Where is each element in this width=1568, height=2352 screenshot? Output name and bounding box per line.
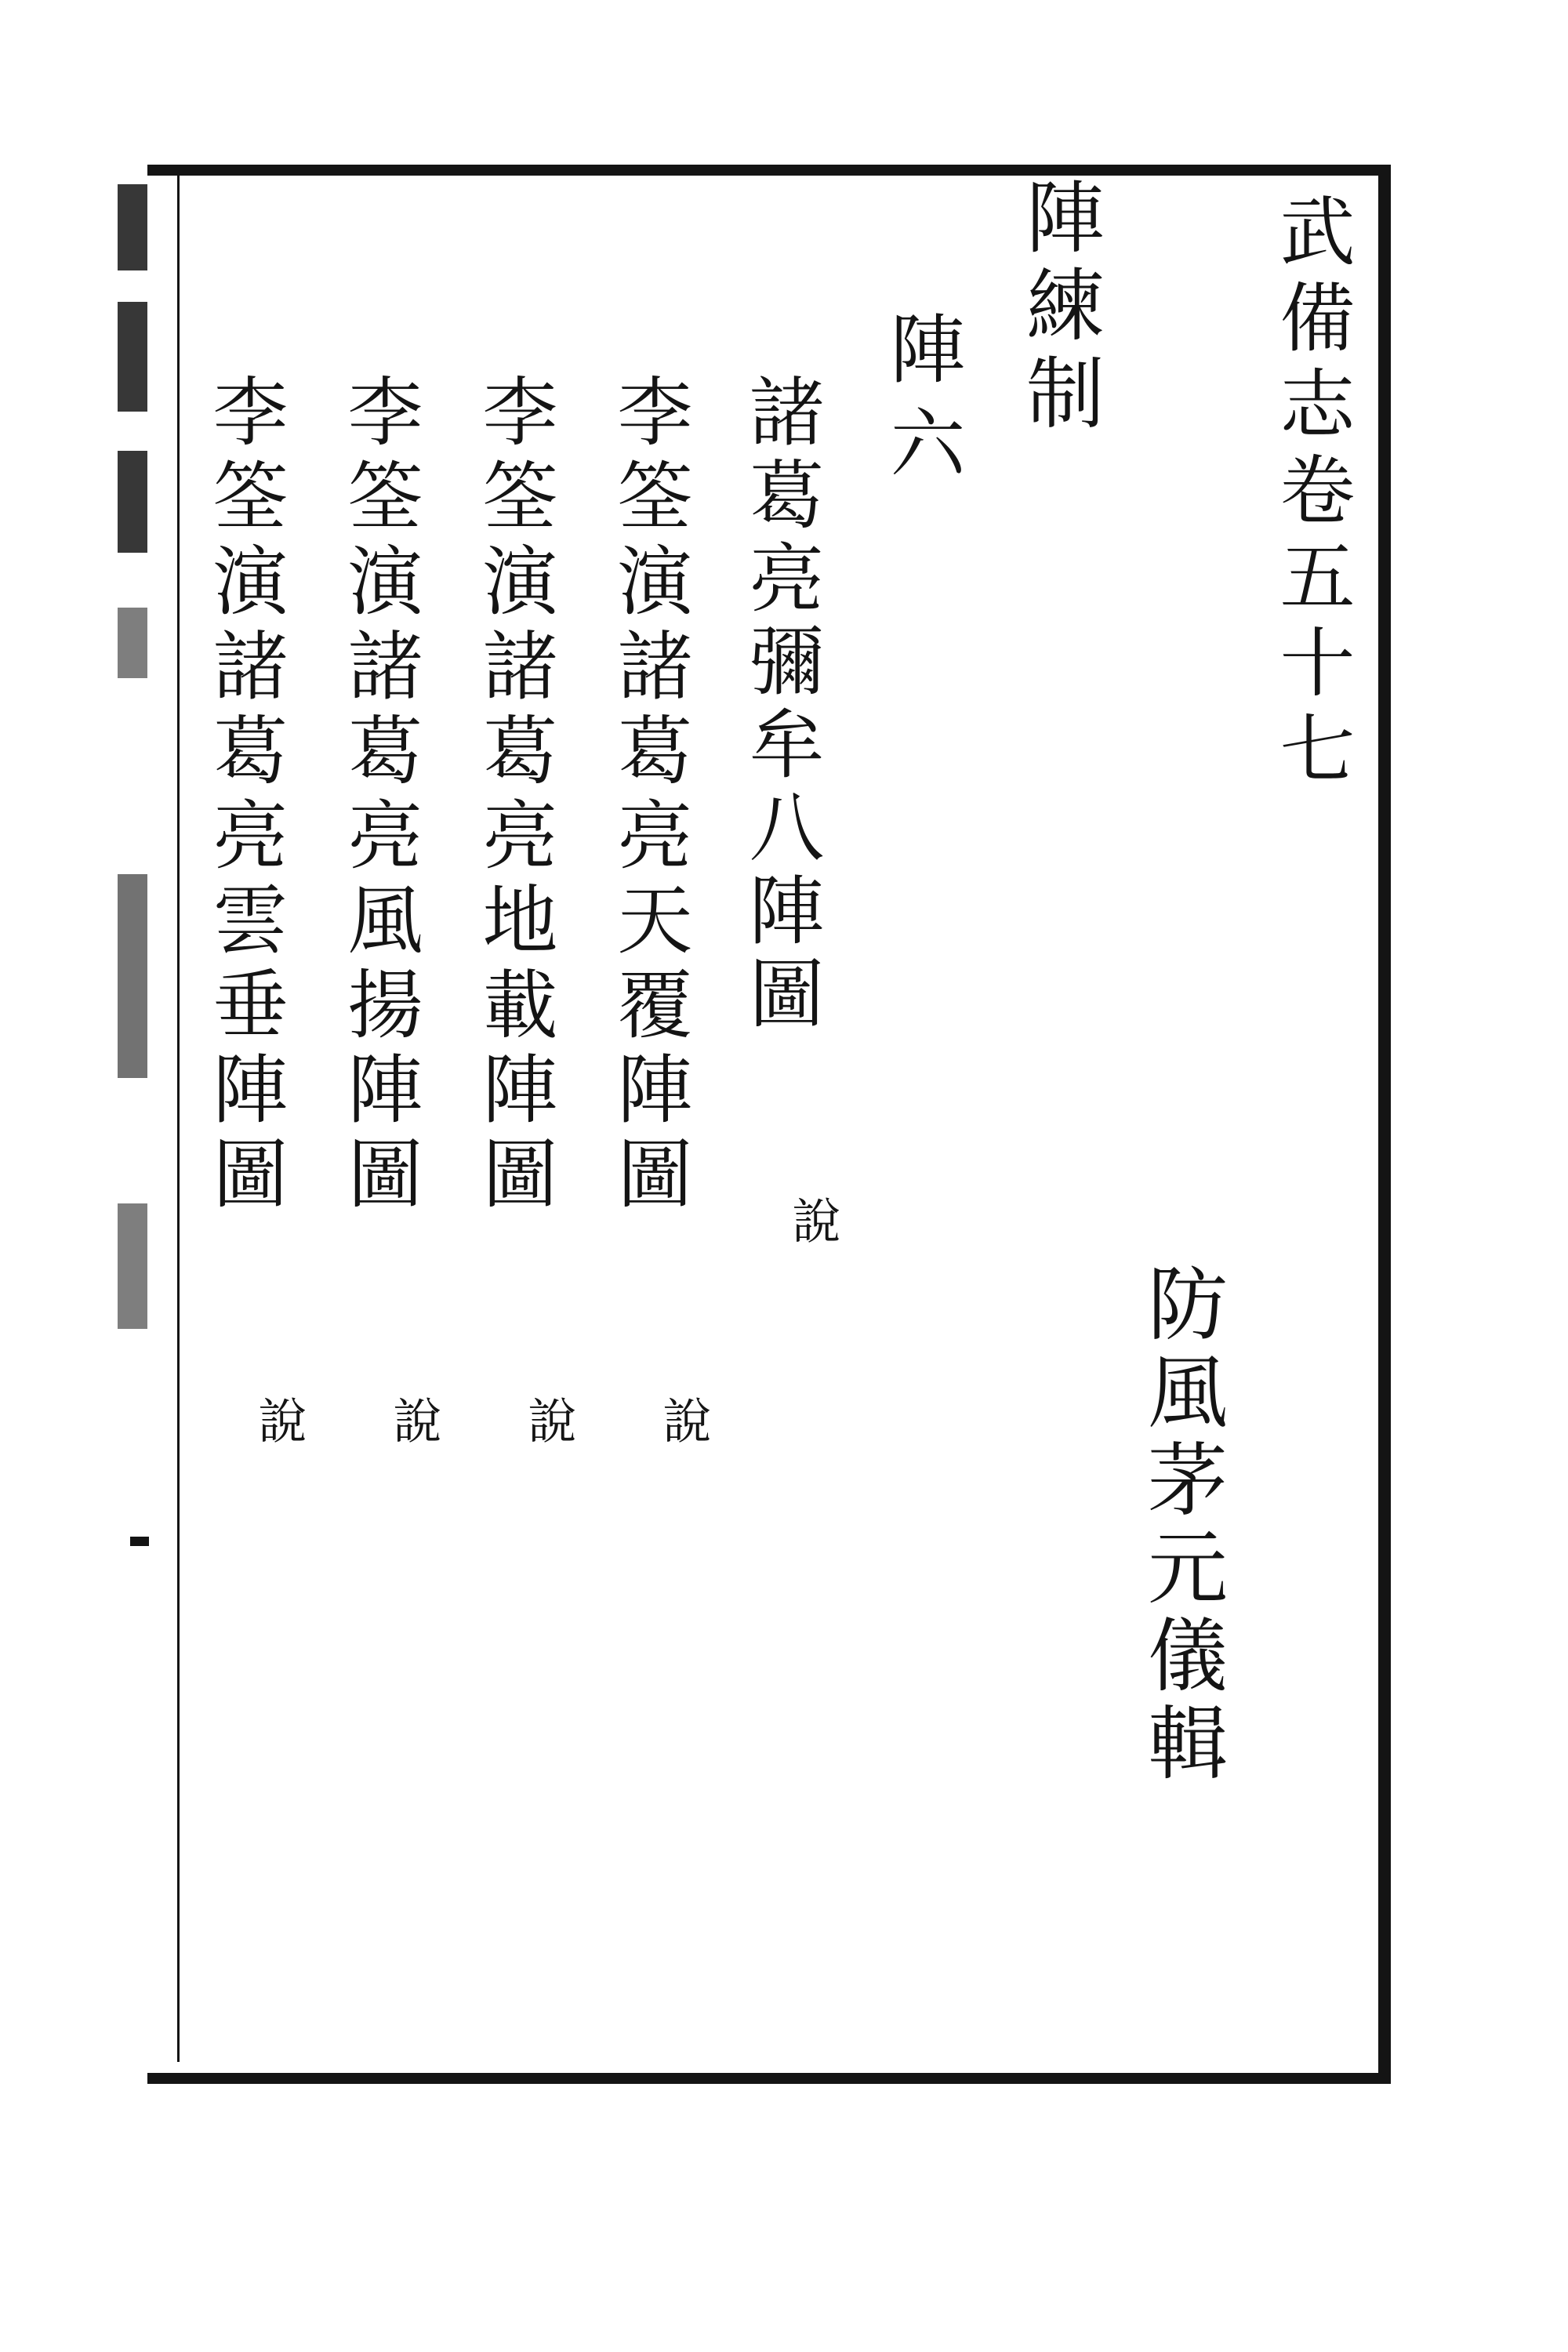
category-heading: 陣練制 (1013, 176, 1105, 440)
adjacent-leaf-edge (118, 169, 149, 1572)
adjacent-leaf-mark (130, 1537, 149, 1546)
toc-entry-2: 李筌演諸葛亮天覆陣圖 (605, 372, 693, 1219)
toc-entry-5-note: 說 (250, 1396, 307, 1444)
toc-entry-2-note: 說 (655, 1396, 712, 1444)
toc-entry-1-note: 說 (784, 1196, 841, 1244)
volume-title: 武備志卷五十七 (1268, 192, 1356, 796)
toc-entry-4: 李筌演諸葛亮風揚陣圖 (336, 372, 423, 1219)
toc-entry-4-note: 說 (385, 1396, 442, 1444)
inner-margin-rule (177, 176, 180, 2062)
section-heading: 陣六 (878, 310, 966, 498)
toc-entry-5: 李筌演諸葛亮雲垂陣圖 (201, 372, 289, 1219)
toc-entry-3: 李筌演諸葛亮地載陣圖 (470, 372, 558, 1219)
toc-entry-3-note: 說 (520, 1396, 577, 1444)
compiler-credit: 防風茅元儀輯 (1134, 1262, 1228, 1789)
toc-entry-1: 諸葛亮彌牟八陣圖 (737, 372, 825, 1037)
